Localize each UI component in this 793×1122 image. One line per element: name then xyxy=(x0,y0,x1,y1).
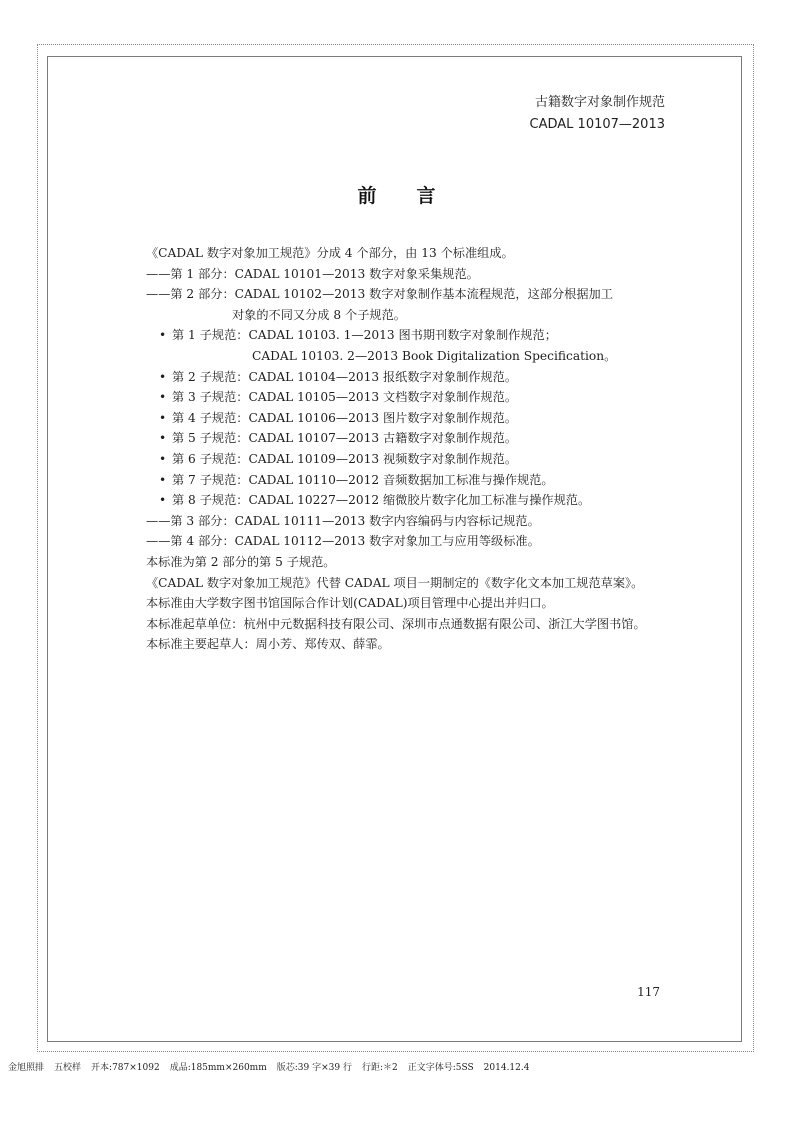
sub-spec-item xyxy=(122,408,670,429)
part-2-continuation: 对象的不同又分成 8 个子规范。 xyxy=(232,307,406,322)
sub-spec-text: 第 4 子规范：CADAL 10106—2013 图片数字对象制作规范。 xyxy=(172,410,518,425)
bullet-icon: • xyxy=(159,410,167,425)
running-header xyxy=(530,92,665,136)
footer-font-size: 正文字体号:5SS xyxy=(407,1063,474,1073)
footer-format: 开本:787×1092 xyxy=(91,1063,160,1073)
this-standard-line: 本标准为第 2 部分的第 5 子规范。 xyxy=(146,554,336,569)
bullet-icon: • xyxy=(159,451,167,466)
sub-spec-item xyxy=(122,367,670,388)
part-1-line: ——第 1 部分：CADAL 10101—2013 数字对象采集规范。 xyxy=(146,266,479,281)
sub-spec-item xyxy=(122,325,670,346)
footer-date: 2014.12.4 xyxy=(483,1063,530,1073)
footer-finished-size: 成品:185mm×260mm xyxy=(169,1063,267,1073)
sub-spec-text: 第 3 子规范：CADAL 10105—2013 文档数字对象制作规范。 xyxy=(172,390,518,405)
sub-spec-text: 第 6 子规范：CADAL 10109—2013 视频数字对象制作规范。 xyxy=(172,451,518,466)
sub-spec-text: 第 2 子规范：CADAL 10104—2013 报纸数字对象制作规范。 xyxy=(172,369,518,384)
header-title: 古籍数字对象制作规范 xyxy=(534,95,665,110)
sub-spec-item xyxy=(122,449,670,470)
sub-spec-text: 第 8 子规范：CADAL 10227—2012 缩微胶片数字化加工标准与操作规范。 xyxy=(172,493,591,508)
sub-spec-text: 第 5 子规范：CADAL 10107—2013 古籍数字对象制作规范。 xyxy=(172,431,518,446)
sub-spec-item xyxy=(122,387,670,408)
sub-spec-item xyxy=(122,428,670,449)
bullet-icon: • xyxy=(159,472,167,487)
bullet-icon: • xyxy=(159,369,167,384)
page-heading: 前言 xyxy=(357,185,476,207)
bullet-icon: • xyxy=(159,390,167,405)
part-2-line: ——第 2 部分：CADAL 10102—2013 数字对象制作基本流程规范，这部分根据加工 xyxy=(146,287,613,302)
footer-proof: 五校样 xyxy=(54,1063,82,1073)
bullet-icon: • xyxy=(159,493,167,508)
bullet-icon: • xyxy=(159,328,167,343)
proposed-by-paragraph: 本标准由大学数字图书馆国际合作计划(CADAL)项目管理中心提出并归口。 xyxy=(146,596,554,611)
drafting-units-paragraph: 本标准起草单位：杭州中元数据科技有限公司、深圳市点通数据有限公司、浙江大学图书馆。 xyxy=(146,616,646,631)
foreword-body xyxy=(122,243,670,655)
sub-spec-text: 第 1 子规范：CADAL 10103. 1—2013 图书期刊数字对象制作规范； xyxy=(172,328,557,343)
footer-layout: 版芯:39 字×39 行 xyxy=(276,1063,352,1073)
print-footer xyxy=(8,1060,539,1073)
sub-spec-text: 第 7 子规范：CADAL 10110—2012 音频数据加工标准与操作规范。 xyxy=(172,472,554,487)
footer-typesetter: 金旭照排 xyxy=(8,1063,45,1073)
header-code: CADAL 10107—2013 xyxy=(529,117,665,132)
sub-spec-continuation: CADAL 10103. 2—2013 Book Digitalization Specification。 xyxy=(252,348,617,363)
page-number: 117 xyxy=(637,985,660,999)
sub-spec-item xyxy=(122,490,670,511)
replaces-paragraph: 《CADAL 数字对象加工规范》代替 CADAL 项目一期制定的《数字化文本加工规范草案》。 xyxy=(146,575,644,590)
part-3-line: ——第 3 部分：CADAL 10111—2013 数字内容编码与内容标记规范。 xyxy=(146,513,540,528)
bullet-icon: • xyxy=(159,431,167,446)
part-4-line: ——第 4 部分：CADAL 10112—2013 数字对象加工与应用等级标准。 xyxy=(146,534,540,549)
footer-line-spacing: 行距:＊2 xyxy=(361,1063,398,1073)
sub-spec-item xyxy=(122,470,670,491)
intro-line: 《CADAL 数字对象加工规范》分成 4 个部分，由 13 个标准组成。 xyxy=(146,246,514,260)
drafters-paragraph: 本标准主要起草人：周小芳、郑传双、薛霏。 xyxy=(146,637,390,652)
